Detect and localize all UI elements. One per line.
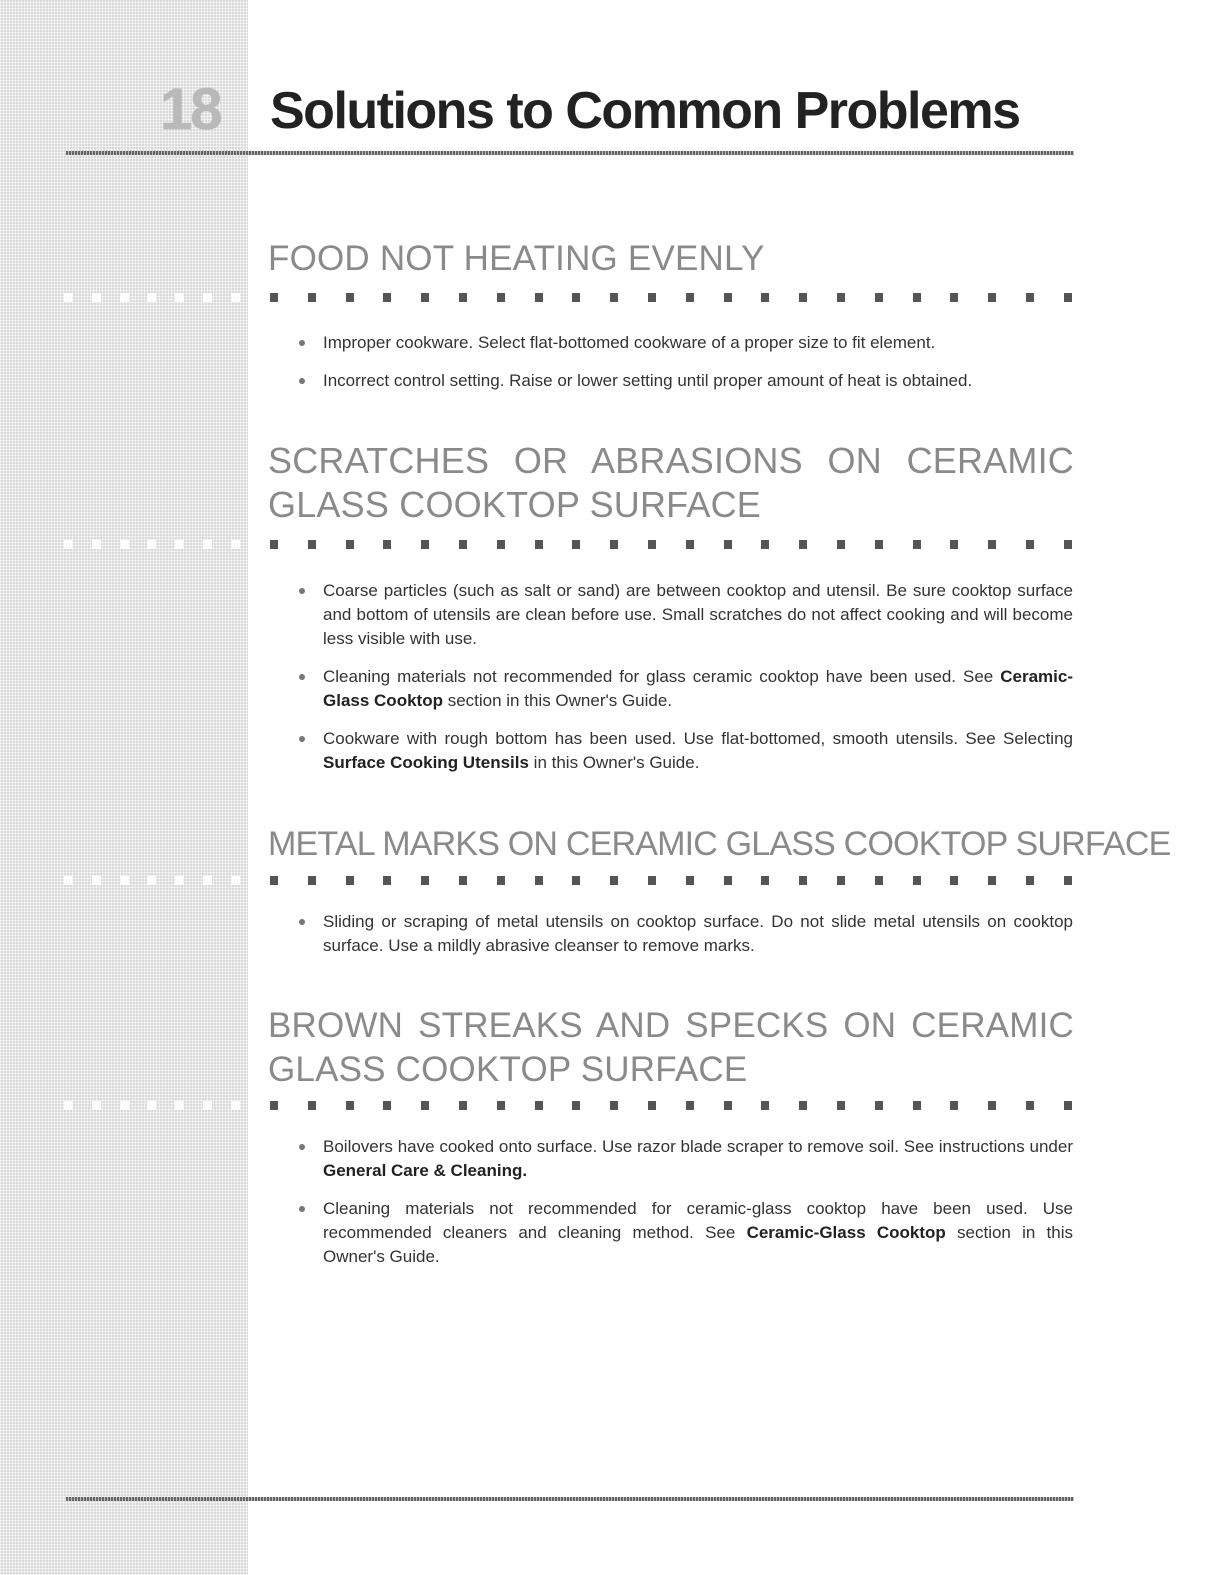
divider-square — [988, 1101, 996, 1110]
sidebar-square — [175, 1101, 184, 1110]
section-heading-scratches: SCRATCHES OR ABRASIONS ON CERAMIC GLASS COOKTOP SURFACE — [268, 440, 1074, 525]
divider-square — [497, 1101, 505, 1110]
divider-square — [346, 293, 354, 302]
sidebar-square — [175, 540, 184, 549]
divider-square — [421, 876, 429, 885]
sidebar-square — [147, 293, 156, 302]
divider-square — [383, 876, 391, 885]
divider-square — [572, 293, 580, 302]
divider-square — [686, 876, 694, 885]
divider-square — [837, 540, 845, 549]
divider-square — [761, 540, 769, 549]
sidebar-square — [203, 293, 212, 302]
divider-square — [421, 540, 429, 549]
sidebar-square — [120, 1101, 129, 1110]
section-heading-food-not-heating: FOOD NOT HEATING EVENLY — [268, 239, 765, 278]
list-item: Incorrect control setting. Raise or lower setting until proper amount of heat is obtained. — [297, 369, 1073, 393]
divider-square — [610, 293, 618, 302]
divider-square — [799, 540, 807, 549]
divider-square — [535, 293, 543, 302]
sidebar-square — [120, 540, 129, 549]
divider-square — [421, 293, 429, 302]
divider-square — [724, 876, 732, 885]
sidebar-dot-row — [64, 1101, 240, 1111]
divider-square — [799, 1101, 807, 1110]
divider-square — [383, 540, 391, 549]
sidebar-dot-row — [64, 293, 240, 303]
divider-square — [346, 540, 354, 549]
divider-square — [270, 540, 278, 549]
divider-square — [988, 293, 996, 302]
sidebar-square — [92, 876, 101, 885]
divider-square — [535, 1101, 543, 1110]
sidebar-square — [203, 1101, 212, 1110]
divider-square — [308, 540, 316, 549]
sidebar-dot-row — [64, 540, 240, 550]
divider-square — [799, 293, 807, 302]
section-dot-divider — [270, 293, 1072, 303]
sidebar-square — [147, 540, 156, 549]
divider-square — [459, 1101, 467, 1110]
divider-square — [610, 876, 618, 885]
divider-square — [1064, 293, 1072, 302]
divider-square — [497, 876, 505, 885]
divider-square — [535, 876, 543, 885]
divider-square — [648, 293, 656, 302]
divider-square — [799, 876, 807, 885]
sidebar-square — [64, 876, 73, 885]
section-dot-divider — [270, 876, 1072, 886]
list-item: Cleaning materials not recommended for glass ceramic cooktop have been used. See Ceramic-Glass Cooktop section in this Owner's Guide. — [297, 665, 1073, 713]
divider-square — [875, 293, 883, 302]
divider-square — [1064, 1101, 1072, 1110]
bullet-icon — [299, 588, 305, 594]
divider-square — [837, 293, 845, 302]
divider-square — [1064, 876, 1072, 885]
sidebar-square — [231, 293, 240, 302]
divider-square — [497, 293, 505, 302]
divider-square — [308, 1101, 316, 1110]
divider-square — [308, 876, 316, 885]
divider-square — [459, 540, 467, 549]
divider-square — [1064, 540, 1072, 549]
sidebar-square — [64, 1101, 73, 1110]
sidebar-square — [92, 293, 101, 302]
bullet-list — [297, 910, 1073, 972]
divider-square — [686, 293, 694, 302]
divider-square — [724, 540, 732, 549]
divider-square — [913, 540, 921, 549]
divider-square — [572, 876, 580, 885]
sidebar-square — [203, 876, 212, 885]
divider-square — [837, 1101, 845, 1110]
bullet-list — [297, 1135, 1073, 1283]
divider-square — [270, 876, 278, 885]
page-title: Solutions to Common Problems — [270, 82, 1020, 140]
divider-square — [270, 293, 278, 302]
bullet-icon — [299, 1144, 305, 1150]
bullet-list — [297, 579, 1073, 789]
list-item: Coarse particles (such as salt or sand) are between cooktop and utensil. Be sure cooktop surface and bottom of utensils are clean before use. Small scratches do not affect cooking and will become less visible with use. — [297, 579, 1073, 651]
sidebar-square — [147, 1101, 156, 1110]
footer-divider — [66, 1497, 1074, 1501]
divider-square — [1026, 1101, 1034, 1110]
divider-square — [383, 293, 391, 302]
section-dot-divider — [270, 1101, 1072, 1111]
divider-square — [459, 293, 467, 302]
sidebar-square — [231, 1101, 240, 1110]
divider-square — [572, 540, 580, 549]
divider-square — [913, 1101, 921, 1110]
divider-square — [724, 293, 732, 302]
divider-square — [346, 1101, 354, 1110]
bullet-icon — [299, 674, 305, 680]
bullet-icon — [299, 378, 305, 384]
divider-square — [761, 293, 769, 302]
divider-square — [383, 1101, 391, 1110]
divider-square — [346, 876, 354, 885]
sidebar-square — [120, 876, 129, 885]
sidebar-square — [231, 540, 240, 549]
title-divider — [66, 151, 1074, 155]
divider-square — [610, 540, 618, 549]
divider-square — [459, 876, 467, 885]
sidebar-square — [64, 293, 73, 302]
sidebar-square — [92, 1101, 101, 1110]
divider-square — [686, 540, 694, 549]
divider-square — [1026, 293, 1034, 302]
divider-square — [308, 293, 316, 302]
sidebar-square — [231, 876, 240, 885]
divider-square — [950, 540, 958, 549]
divider-square — [875, 876, 883, 885]
list-item: Improper cookware. Select flat-bottomed cookware of a proper size to fit element. — [297, 331, 1073, 355]
sidebar-square — [120, 293, 129, 302]
sidebar-square — [175, 293, 184, 302]
divider-square — [875, 1101, 883, 1110]
divider-square — [950, 876, 958, 885]
bullet-list — [297, 331, 1073, 407]
divider-square — [761, 876, 769, 885]
section-heading-brown-streaks: BROWN STREAKS AND SPECKS ON CERAMIC GLASS COOKTOP SURFACE — [268, 1006, 1074, 1089]
divider-square — [648, 876, 656, 885]
section-heading-metal-marks: METAL MARKS ON CERAMIC GLASS COOKTOP SURFACE — [268, 825, 1171, 863]
bullet-icon — [299, 736, 305, 742]
list-item: Boilovers have cooked onto surface. Use razor blade scraper to remove soil. See instructions under General Care & Cleaning. — [297, 1135, 1073, 1183]
sidebar-square — [147, 876, 156, 885]
divider-square — [988, 540, 996, 549]
divider-square — [535, 540, 543, 549]
divider-square — [421, 1101, 429, 1110]
divider-square — [724, 1101, 732, 1110]
list-item: Cleaning materials not recommended for ceramic-glass cooktop have been used. Use recommended cleaners and cleaning method. See Ceramic-Glass Cooktop section in this Owner's Guide. — [297, 1197, 1073, 1269]
divider-square — [686, 1101, 694, 1110]
divider-square — [648, 1101, 656, 1110]
divider-square — [950, 1101, 958, 1110]
sidebar-square — [175, 876, 184, 885]
divider-square — [572, 1101, 580, 1110]
divider-square — [497, 540, 505, 549]
divider-square — [950, 293, 958, 302]
divider-square — [270, 1101, 278, 1110]
list-item: Sliding or scraping of metal utensils on cooktop surface. Do not slide metal utensils on cooktop surface. Use a mildly abrasive cleanser to remove marks. — [297, 910, 1073, 958]
divider-square — [648, 540, 656, 549]
sidebar-dot-row — [64, 876, 240, 886]
bullet-icon — [299, 1206, 305, 1212]
divider-square — [875, 540, 883, 549]
divider-square — [988, 876, 996, 885]
divider-square — [913, 876, 921, 885]
list-item: Cookware with rough bottom has been used. Use flat-bottomed, smooth utensils. See Selecting Surface Cooking Utensils in this Owner's Guide. — [297, 727, 1073, 775]
sidebar-panel — [0, 0, 248, 1575]
divider-square — [1026, 876, 1034, 885]
divider-square — [610, 1101, 618, 1110]
sidebar-square — [64, 540, 73, 549]
sidebar-square — [92, 540, 101, 549]
bullet-icon — [299, 919, 305, 925]
bullet-icon — [299, 340, 305, 346]
divider-square — [837, 876, 845, 885]
divider-square — [913, 293, 921, 302]
divider-square — [761, 1101, 769, 1110]
divider-square — [1026, 540, 1034, 549]
sidebar-square — [203, 540, 212, 549]
page-number: 18 — [160, 77, 221, 142]
section-dot-divider — [270, 540, 1072, 550]
